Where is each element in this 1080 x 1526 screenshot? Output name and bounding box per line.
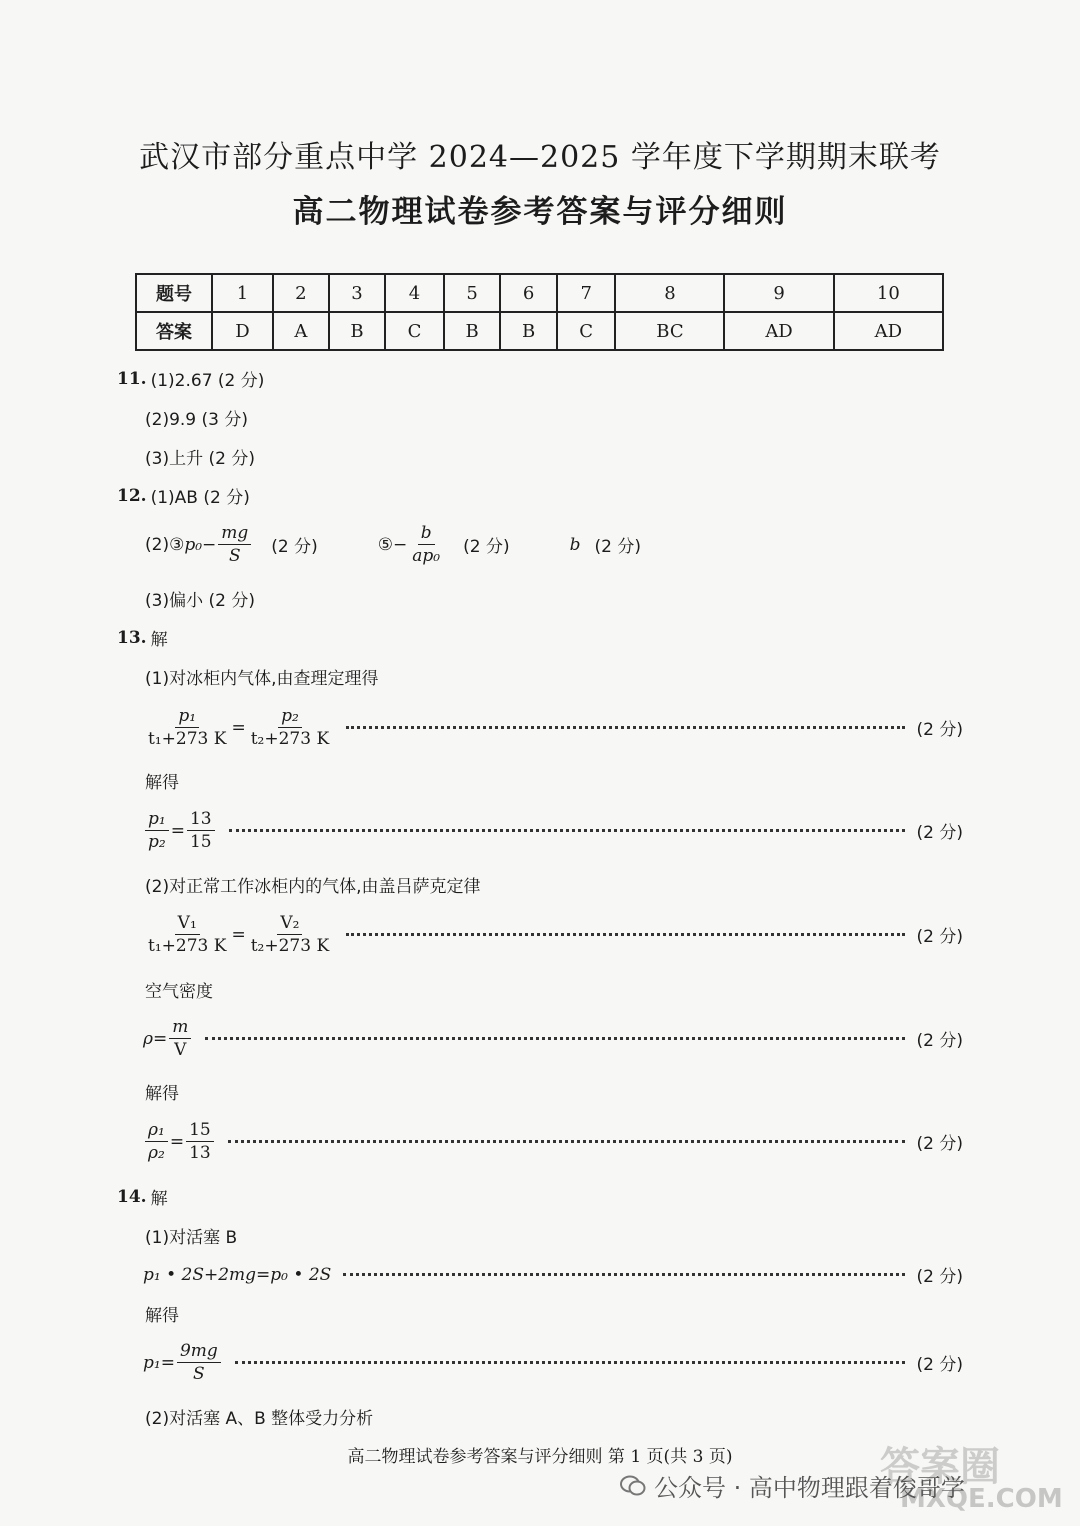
q13-heading — [117, 625, 168, 650]
formula-term: p₁= — [143, 1352, 175, 1373]
q13-part2: (2)对正常工作冰柜内的气体,由盖吕萨克定律 — [145, 877, 481, 897]
dotted-leader — [235, 1361, 905, 1364]
formula-term: ρ= — [143, 1028, 168, 1049]
q14-part2: (2)对活塞 A、B 整体受力分析 — [145, 1409, 374, 1429]
q14-equation-1 — [143, 1262, 963, 1287]
table-cell: 1 — [212, 274, 273, 312]
fraction-denominator: t₁+273 K — [148, 936, 227, 956]
table-cell: C — [385, 312, 444, 350]
fraction-numerator: ρ₁ — [145, 1119, 168, 1142]
fraction — [187, 808, 215, 853]
fraction-numerator: p₁ — [175, 705, 199, 728]
score: (2 分) — [916, 1031, 963, 1051]
dotted-leader — [228, 1140, 905, 1143]
answer-prefix: ⑤− — [377, 534, 408, 555]
table-cell: 10 — [834, 274, 943, 312]
fraction — [145, 808, 169, 853]
exam-title: 武汉市部分重点中学 2024—2025 学年度下学期期末联考 — [139, 140, 941, 175]
answer-row — [136, 312, 943, 350]
fraction — [186, 1119, 214, 1164]
q13-equation-4 — [143, 1016, 963, 1061]
dotted-leader — [229, 829, 905, 832]
answer-text: (1)2.67 (2 分) — [150, 371, 265, 391]
wechat-account-name: 公众号 · 高中物理跟着俊哥学 — [654, 1474, 965, 1502]
q13-solve-2: 解得 — [145, 1084, 179, 1104]
question-number: 14. — [117, 1186, 147, 1207]
score: (2 分) — [916, 720, 963, 740]
fraction-denominator: ap₀ — [412, 546, 441, 566]
table-cell: D — [212, 312, 273, 350]
fraction-denominator: S — [228, 546, 241, 566]
fraction — [177, 1340, 221, 1385]
table-cell: B — [500, 312, 557, 350]
question-number: 13. — [117, 627, 147, 648]
q12-line1 — [117, 483, 250, 508]
watermark-url: MXQE.COM — [900, 1484, 1063, 1514]
page-footer: 高二物理试卷参考答案与评分细则 第 1 页(共 3 页) — [347, 1447, 733, 1467]
fraction — [145, 705, 229, 750]
fraction — [248, 705, 332, 750]
table-cell: 6 — [500, 274, 557, 312]
q13-equation-3: $\frac{\text{V₁}}{\text{t₁+273 K}}$ = $\frac{\text{V₂}}{\text{t₂+273 K}}$ (2 分) — [143, 912, 963, 957]
q14-heading — [117, 1184, 168, 1209]
table-cell: 7 — [557, 274, 616, 312]
table-cell: AD — [834, 312, 943, 350]
watermark-logo: 答案圈 — [880, 1444, 1000, 1490]
q12-line2 — [145, 522, 641, 567]
table-cell: 3 — [329, 274, 386, 312]
table-cell: 8 — [615, 274, 724, 312]
fraction-denominator: ρ₂ — [148, 1143, 165, 1163]
row-label: 题号 — [136, 274, 212, 312]
q13-equation-5: $\frac{\text{ρ₁}}{\text{ρ₂}}$ = $\frac{15}{13}$ (2 分) — [143, 1119, 963, 1164]
fraction-denominator: t₁+273 K — [148, 729, 227, 749]
solution-label: 解 — [150, 1189, 168, 1209]
q13-air-density: 空气密度 — [145, 982, 213, 1002]
fraction-numerator: m — [169, 1016, 191, 1039]
fraction — [145, 912, 229, 957]
answer-text: (1)AB (2 分) — [150, 488, 250, 508]
q13-solve-1: 解得 — [145, 773, 179, 793]
fraction-denominator: p₂ — [148, 832, 166, 852]
fraction — [145, 1119, 168, 1164]
fraction-numerator: 13 — [187, 808, 215, 831]
question-number: 12. — [117, 485, 147, 506]
dotted-leader — [346, 933, 904, 936]
fraction-numerator: 15 — [186, 1119, 214, 1142]
document-title: 高二物理试卷参考答案与评分细则 — [292, 194, 788, 230]
table-cell: B — [444, 312, 501, 350]
answer-prefix: (2)③ — [145, 534, 185, 555]
fraction-numerator: V₂ — [277, 912, 302, 935]
fraction-numerator: p₂ — [278, 705, 302, 728]
q12-line3: (3)偏小 (2 分) — [145, 591, 255, 611]
score: (2 分) — [463, 537, 510, 557]
score: (2 分) — [594, 537, 641, 557]
fraction-denominator: V — [174, 1040, 187, 1060]
table-cell: BC — [615, 312, 724, 350]
q13-equation-1: $\frac{\text{p₁}}{\text{t₁+273 K}}$ = $\frac{\text{p₂}}{\text{t₂+273 K}}$ (2 分) — [143, 705, 963, 750]
dotted-leader — [205, 1037, 904, 1040]
table-cell: B — [329, 312, 386, 350]
fraction — [218, 522, 251, 567]
fraction-numerator: b — [418, 522, 435, 545]
formula-term: p₁ • 2S+2mg=p₀ • 2S — [143, 1264, 332, 1285]
q11-line1 — [117, 366, 264, 391]
fraction-denominator: t₂+273 K — [250, 936, 330, 956]
fraction-numerator: 9mg — [177, 1340, 221, 1363]
table-cell: AD — [724, 312, 833, 350]
fraction — [169, 1016, 191, 1061]
fraction — [248, 912, 332, 957]
fraction-denominator: 15 — [189, 832, 212, 852]
formula-term: p₀− — [184, 534, 217, 555]
q13-part1: (1)对冰柜内气体,由查理定理得 — [145, 669, 379, 689]
score: (2 分) — [916, 1267, 963, 1287]
fraction-denominator: 13 — [189, 1143, 211, 1163]
dotted-leader — [346, 726, 904, 729]
row-label: 答案 — [136, 312, 212, 350]
fraction-numerator: mg — [218, 522, 251, 545]
score: (2 分) — [916, 823, 963, 843]
q14-part1: (1)对活塞 B — [145, 1228, 238, 1248]
score: (2 分) — [916, 1134, 963, 1154]
score: (2 分) — [916, 927, 963, 947]
table-cell: 2 — [273, 274, 329, 312]
question-number: 11. — [117, 368, 147, 389]
fraction — [409, 522, 443, 567]
score: (2 分) — [271, 537, 318, 557]
fraction-numerator: p₁ — [145, 808, 169, 831]
q13-equation-2: $\frac{\text{p₁}}{\text{p₂}}$ = $\frac{13}{15}$ (2 分) — [143, 808, 963, 853]
answer-table — [135, 273, 944, 351]
table-cell: 4 — [385, 274, 444, 312]
table-cell: 9 — [724, 274, 833, 312]
table-cell: 5 — [444, 274, 501, 312]
fraction-denominator: t₂+273 K — [250, 729, 330, 749]
fraction-denominator: S — [193, 1364, 205, 1384]
wechat-icon — [620, 1475, 646, 1497]
table-cell: A — [273, 312, 329, 350]
formula-term: b — [569, 534, 581, 555]
solution-label: 解 — [150, 630, 168, 650]
q14-equation-2 — [143, 1340, 963, 1385]
question-number-row — [136, 274, 943, 312]
fraction-numerator: V₁ — [175, 912, 200, 935]
q11-line2: (2)9.9 (3 分) — [145, 410, 249, 430]
wechat-attribution — [620, 1468, 965, 1503]
table-cell: C — [557, 312, 616, 350]
score: (2 分) — [916, 1355, 963, 1375]
q11-line3: (3)上升 (2 分) — [145, 449, 255, 469]
dotted-leader — [343, 1273, 904, 1276]
q14-solve-1: 解得 — [145, 1306, 179, 1326]
